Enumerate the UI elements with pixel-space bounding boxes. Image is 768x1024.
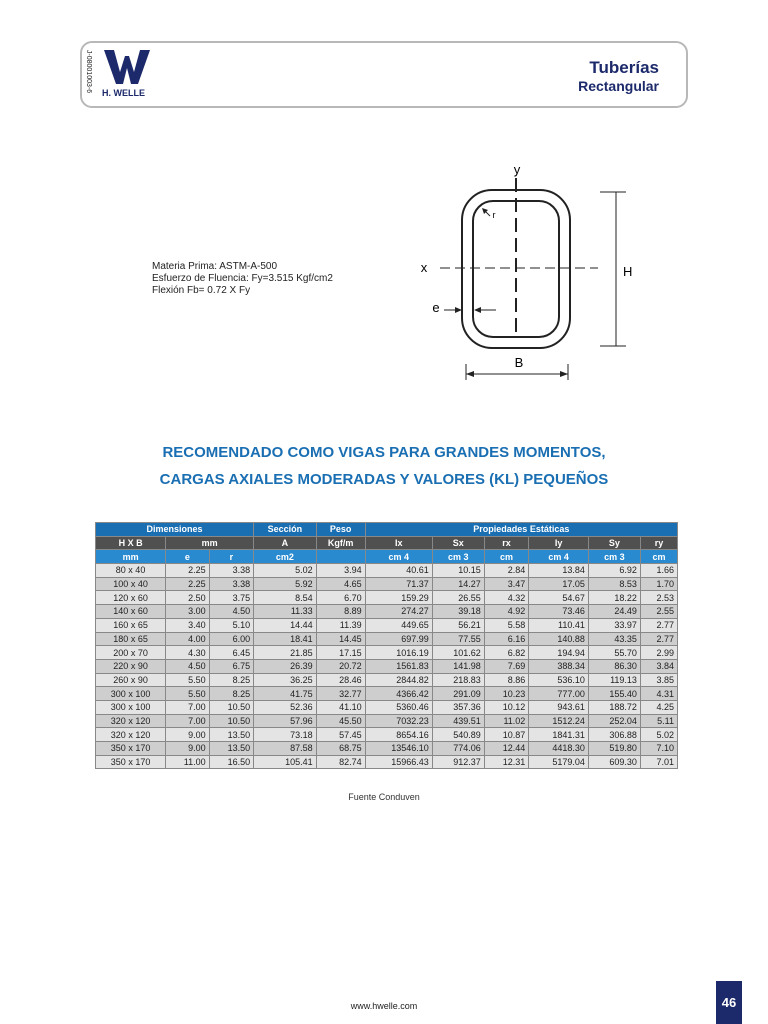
table-cell: 350 x 170 [96,742,166,756]
table-cell: 6.75 [209,659,254,673]
table-cell: 56.21 [432,618,484,632]
table-cell: 5.11 [640,714,677,728]
table-cell: 7.69 [484,659,529,673]
table-cell: 4.31 [640,687,677,701]
group-dimensiones: Dimensiones [96,523,254,537]
table-cell: 73.18 [254,728,317,742]
table-cell: 40.61 [365,564,432,578]
table-cell: 33.97 [588,618,640,632]
unit-ix: cm 4 [365,550,432,564]
col-kgfm: Kgf/m [316,536,365,550]
table-cell: 3.38 [209,564,254,578]
unit-mm: mm [96,550,166,564]
table-cell: 4.50 [166,659,209,673]
company-name: H. WELLE [102,88,145,98]
table-cell: 5.02 [640,728,677,742]
page-title: Tuberías [589,58,659,77]
table-cell: 18.41 [254,632,317,646]
spec-yield: Esfuerzo de Fluencia: Fy=3.515 Kgf/cm2 [152,273,333,284]
company-logo [104,50,150,84]
table-cell: 13546.10 [365,742,432,756]
table-cell: 8.25 [209,687,254,701]
table-cell: 11.33 [254,605,317,619]
group-peso: Peso [316,523,365,537]
table-cell: 697.99 [365,632,432,646]
table-cell: 912.37 [432,755,484,769]
table-cell: 200 x 70 [96,646,166,660]
table-cell: 1016.19 [365,646,432,660]
table-cell: 45.50 [316,714,365,728]
table-cell: 4.00 [166,632,209,646]
section-diagram [412,160,644,390]
table-cell: 87.58 [254,742,317,756]
table-cell: 110.41 [529,618,589,632]
table-cell: 14.27 [432,577,484,591]
table-cell: 73.46 [529,605,589,619]
table-row [96,564,678,578]
group-seccion: Sección [254,523,317,537]
table-cell: 519.80 [588,742,640,756]
table-cell: 3.94 [316,564,365,578]
table-cell: 2.99 [640,646,677,660]
table-cell: 252.04 [588,714,640,728]
e-label: e [432,300,440,315]
unit-ry: cm [640,550,677,564]
table-row [96,673,678,687]
table-cell: 16.50 [209,755,254,769]
table-cell: 15966.43 [365,755,432,769]
table-cell: 306.88 [588,728,640,742]
footer-url: www.hwelle.com [350,1001,418,1011]
table-cell: 2.77 [640,632,677,646]
table-cell: 4366.42 [365,687,432,701]
table-row [96,728,678,742]
rif-text: J-08001003-6 [85,49,93,94]
table-cell: 188.72 [588,700,640,714]
table-cell: 11.00 [166,755,209,769]
table-cell: 6.92 [588,564,640,578]
table-cell: 1841.31 [529,728,589,742]
table-cell: 320 x 120 [96,728,166,742]
recommendation-heading-1: RECOMENDADO COMO VIGAS PARA GRANDES MOMENTOS, [162,444,606,461]
page-subtitle: Rectangular [578,78,659,94]
table-cell: 39.18 [432,605,484,619]
table-cell: 3.38 [209,577,254,591]
table-cell: 7032.23 [365,714,432,728]
table-cell: 26.55 [432,591,484,605]
table-cell: 54.67 [529,591,589,605]
table-cell: 6.00 [209,632,254,646]
table-cell: 41.75 [254,687,317,701]
table-cell: 77.55 [432,632,484,646]
table-row [96,714,678,728]
unit-sx: cm 3 [432,550,484,564]
table-cell: 10.12 [484,700,529,714]
table-row [96,618,678,632]
table-cell: 52.36 [254,700,317,714]
table-cell: 540.89 [432,728,484,742]
unit-peso [316,550,365,564]
table-cell: 300 x 100 [96,687,166,701]
table-cell: 2.25 [166,564,209,578]
table-cell: 260 x 90 [96,673,166,687]
table-cell: 4.25 [640,700,677,714]
table-cell: 2.53 [640,591,677,605]
table-cell: 11.39 [316,618,365,632]
table-cell: 350 x 170 [96,755,166,769]
table-cell: 10.23 [484,687,529,701]
table-cell: 14.44 [254,618,317,632]
table-cell: 536.10 [529,673,589,687]
table-cell: 4.32 [484,591,529,605]
table-cell: 141.98 [432,659,484,673]
table-cell: 1512.24 [529,714,589,728]
table-cell: 300 x 100 [96,700,166,714]
unit-rx: cm [484,550,529,564]
table-cell: 100 x 40 [96,577,166,591]
table-cell: 13.84 [529,564,589,578]
table-cell: 8654.16 [365,728,432,742]
table-cell: 320 x 120 [96,714,166,728]
table-cell: 774.06 [432,742,484,756]
table-cell: 7.00 [166,714,209,728]
table-cell: 8.89 [316,605,365,619]
table-cell: 13.50 [209,728,254,742]
table-cell: 4418.30 [529,742,589,756]
table-cell: 120 x 60 [96,591,166,605]
col-mm: mm [166,536,254,550]
table-cell: 220 x 90 [96,659,166,673]
table-cell: 41.10 [316,700,365,714]
table-cell: 5.10 [209,618,254,632]
col-a: A [254,536,317,550]
table-cell: 32.77 [316,687,365,701]
table-cell: 4.92 [484,605,529,619]
table-cell: 11.02 [484,714,529,728]
table-cell: 274.27 [365,605,432,619]
table-cell: 180 x 65 [96,632,166,646]
table-sub-header [96,536,678,550]
table-cell: 1.66 [640,564,677,578]
table-row [96,646,678,660]
table-cell: 777.00 [529,687,589,701]
table-row [96,605,678,619]
table-cell: 943.61 [529,700,589,714]
table-cell: 57.96 [254,714,317,728]
table-cell: 71.37 [365,577,432,591]
table-cell: 17.15 [316,646,365,660]
table-cell: 140.88 [529,632,589,646]
table-cell: 28.46 [316,673,365,687]
table-cell: 357.36 [432,700,484,714]
table-cell: 159.29 [365,591,432,605]
table-cell: 86.30 [588,659,640,673]
table-cell: 7.01 [640,755,677,769]
table-cell: 21.85 [254,646,317,660]
table-cell: 24.49 [588,605,640,619]
table-cell: 3.85 [640,673,677,687]
table-cell: 291.09 [432,687,484,701]
col-ry: ry [640,536,677,550]
table-cell: 12.31 [484,755,529,769]
table-row [96,632,678,646]
table-cell: 6.82 [484,646,529,660]
table-cell: 3.00 [166,605,209,619]
table-unit-header [96,550,678,564]
table-cell: 13.50 [209,742,254,756]
table-row [96,591,678,605]
unit-sy: cm 3 [588,550,640,564]
table-row [96,577,678,591]
page-number: 46 [716,981,742,1024]
table-cell: 2.84 [484,564,529,578]
col-rx: rx [484,536,529,550]
table-cell: 4.65 [316,577,365,591]
h-label: H [623,264,633,279]
table-cell: 5179.04 [529,755,589,769]
table-cell: 3.40 [166,618,209,632]
table-cell: 5.92 [254,577,317,591]
table-cell: 4.50 [209,605,254,619]
table-cell: 43.35 [588,632,640,646]
r-label: r [492,210,496,220]
table-cell: 1.70 [640,577,677,591]
material-specs [152,261,333,297]
unit-cm2: cm2 [254,550,317,564]
table-cell: 140 x 60 [96,605,166,619]
table-cell: 14.45 [316,632,365,646]
table-row [96,687,678,701]
table-cell: 80 x 40 [96,564,166,578]
table-cell: 2.50 [166,591,209,605]
table-cell: 194.94 [529,646,589,660]
table-cell: 10.87 [484,728,529,742]
unit-r: r [209,550,254,564]
table-cell: 609.30 [588,755,640,769]
table-cell: 10.15 [432,564,484,578]
spec-material: Materia Prima: ASTM-A-500 [152,261,278,272]
table-cell: 439.51 [432,714,484,728]
table-cell: 5.50 [166,673,209,687]
table-cell: 68.75 [316,742,365,756]
table-row [96,742,678,756]
unit-iy: cm 4 [529,550,589,564]
b-label: B [514,355,524,370]
table-cell: 119.13 [588,673,640,687]
table-cell: 5.50 [166,687,209,701]
col-iy: Iy [529,536,589,550]
table-cell: 6.70 [316,591,365,605]
table-body [96,564,678,769]
table-cell: 7.10 [640,742,677,756]
table-cell: 160 x 65 [96,618,166,632]
recommendation-heading-2: CARGAS AXIALES MODERADAS Y VALORES (KL) PEQUEÑOS [159,471,609,488]
table-cell: 4.30 [166,646,209,660]
y-label: y [513,162,521,177]
table-cell: 8.86 [484,673,529,687]
table-cell: 2.25 [166,577,209,591]
table-row [96,755,678,769]
table-cell: 9.00 [166,742,209,756]
table-cell: 9.00 [166,728,209,742]
col-sy: Sy [588,536,640,550]
table-cell: 82.74 [316,755,365,769]
table-cell: 105.41 [254,755,317,769]
table-cell: 3.84 [640,659,677,673]
table-cell: 449.65 [365,618,432,632]
table-cell: 6.45 [209,646,254,660]
table-cell: 5.02 [254,564,317,578]
table-cell: 10.50 [209,714,254,728]
table-cell: 8.54 [254,591,317,605]
table-cell: 8.25 [209,673,254,687]
group-propiedades: Propiedades Estáticas [365,523,677,537]
table-cell: 17.05 [529,577,589,591]
table-cell: 3.75 [209,591,254,605]
table-cell: 12.44 [484,742,529,756]
table-cell: 2.77 [640,618,677,632]
col-sx: Sx [432,536,484,550]
table-cell: 8.53 [588,577,640,591]
table-cell: 10.50 [209,700,254,714]
table-cell: 1561.83 [365,659,432,673]
table-cell: 2.55 [640,605,677,619]
table-cell: 5360.46 [365,700,432,714]
table-cell: 218.83 [432,673,484,687]
col-hxb: H X B [96,536,166,550]
table-cell: 3.47 [484,577,529,591]
source-note: Fuente Conduven [348,792,420,802]
table-cell: 101.62 [432,646,484,660]
spec-flexion: Flexión Fb= 0.72 X Fy [152,285,251,296]
table-cell: 26.39 [254,659,317,673]
x-label: x [420,260,428,275]
table-cell: 55.70 [588,646,640,660]
table-cell: 388.34 [529,659,589,673]
table-cell: 5.58 [484,618,529,632]
table-cell: 6.16 [484,632,529,646]
table-cell: 36.25 [254,673,317,687]
table-group-header [96,523,678,537]
unit-e: e [166,550,209,564]
table-cell: 18.22 [588,591,640,605]
table-cell: 57.45 [316,728,365,742]
table-row [96,659,678,673]
table-cell: 7.00 [166,700,209,714]
table-row [96,700,678,714]
table-cell: 155.40 [588,687,640,701]
properties-table [95,522,678,769]
table-cell: 2844.82 [365,673,432,687]
col-ix: Ix [365,536,432,550]
table-cell: 20.72 [316,659,365,673]
